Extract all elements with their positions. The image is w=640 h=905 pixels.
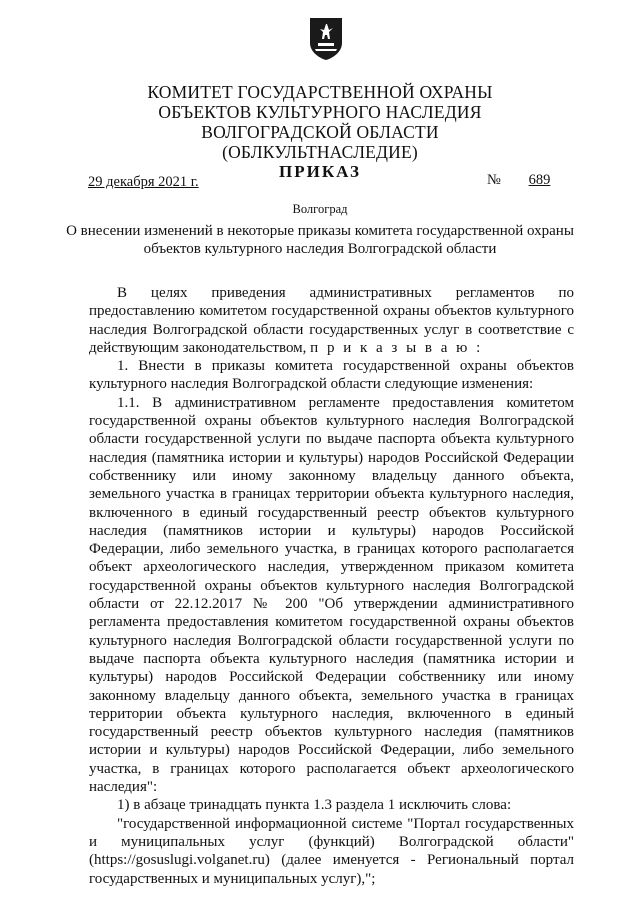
header-line-3: ВОЛГОГРАДСКОЙ ОБЛАСТИ: [201, 122, 439, 142]
preamble-text: В целях приведения административных регламентов по предоставлению комитетом государственной охраны объектов культурного наследия Волгоградской области государственных услуг в соответствие с действующим законодательством,: [89, 285, 574, 356]
clause-1: 1. Внести в приказы комитета государственной охраны объектов культурного наследия Волгоградской области следующие изменения:: [89, 358, 574, 393]
order-subject: О внесении изменений в некоторые приказы комитета государственной охраны объектов культурного наследия Волгоградской области: [66, 223, 574, 257]
header-line-1: КОМИТЕТ ГОСУДАРСТВЕННОЙ ОХРАНЫ: [147, 82, 493, 102]
order-date: [88, 174, 199, 191]
document-type-title: ПРИКАЗ: [279, 162, 361, 181]
header-line-2: ОБЪЕКТОВ КУЛЬТУРНОГО НАСЛЕДИЯ: [158, 102, 482, 122]
header-line-4: (ОБЛКУЛЬТНАСЛЕДИЕ): [222, 142, 418, 162]
order-body: [89, 284, 574, 888]
organization-header: [0, 82, 640, 182]
clause-1-1-item-1: 1) в абзаце тринадцать пункта 1.3 раздела 1 исключить слова:: [117, 797, 512, 814]
order-number-value: 689: [528, 172, 551, 188]
volgograd-emblem-icon: [309, 17, 343, 61]
order-date-value: 29 декабря 2021 г.: [88, 174, 199, 190]
order-directive: п р и к а з ы в а ю :: [310, 339, 483, 356]
clause-1-1-quote: "государственной информационной системе "Портал государственных и муниципальных услуг (функций) Волгоградской области" (https://gosuslugi.volganet.ru) (далее именуется - Региональный портал государственных и муниципальных услуг),";: [89, 815, 574, 887]
order-number-label: №: [487, 172, 501, 188]
preamble-paragraph: [89, 284, 574, 357]
city-name: Волгоград: [292, 202, 348, 216]
clause-1-1: 1.1. В административном регламенте предоставления комитетом государственной охраны объектов культурного наследия Волгоградской области государственной услуги по выдаче паспорта объекта культурного наследия (памятника истории и культуры) народов Российской Федерации собственнику или иному законному владельцу данного объекта, земельного участка в границах территории объекта культурного наследия, включенного в единый государственный реестр объектов культурного наследия (памятников истории и культуры) народов Российской Федерации, либо земельного участка, в границах которого располагается объект археологического наследия, утвержденном приказом комитета государственной охраны объектов культурного наследия Волгоградской области от 22.12.2017 № 200 "Об утверждении административного регламента предоставления комитетом государственной охраны объектов культурного наследия Волгоградской области государственной услуги по выдаче паспорта объекта культурного наследия (памятника истории и культуры) народов Российской Федерации собственнику или иному законному владельцу данного объекта, земельного участка в границах территории объекта культурного наследия, включенного в единый государственный реестр объектов культурного наследия (памятников истории и культуры) народов Российской Федерации, либо земельного участка, в границах которого располагается объект археологического наследия":: [89, 394, 574, 796]
order-number: [487, 172, 574, 189]
